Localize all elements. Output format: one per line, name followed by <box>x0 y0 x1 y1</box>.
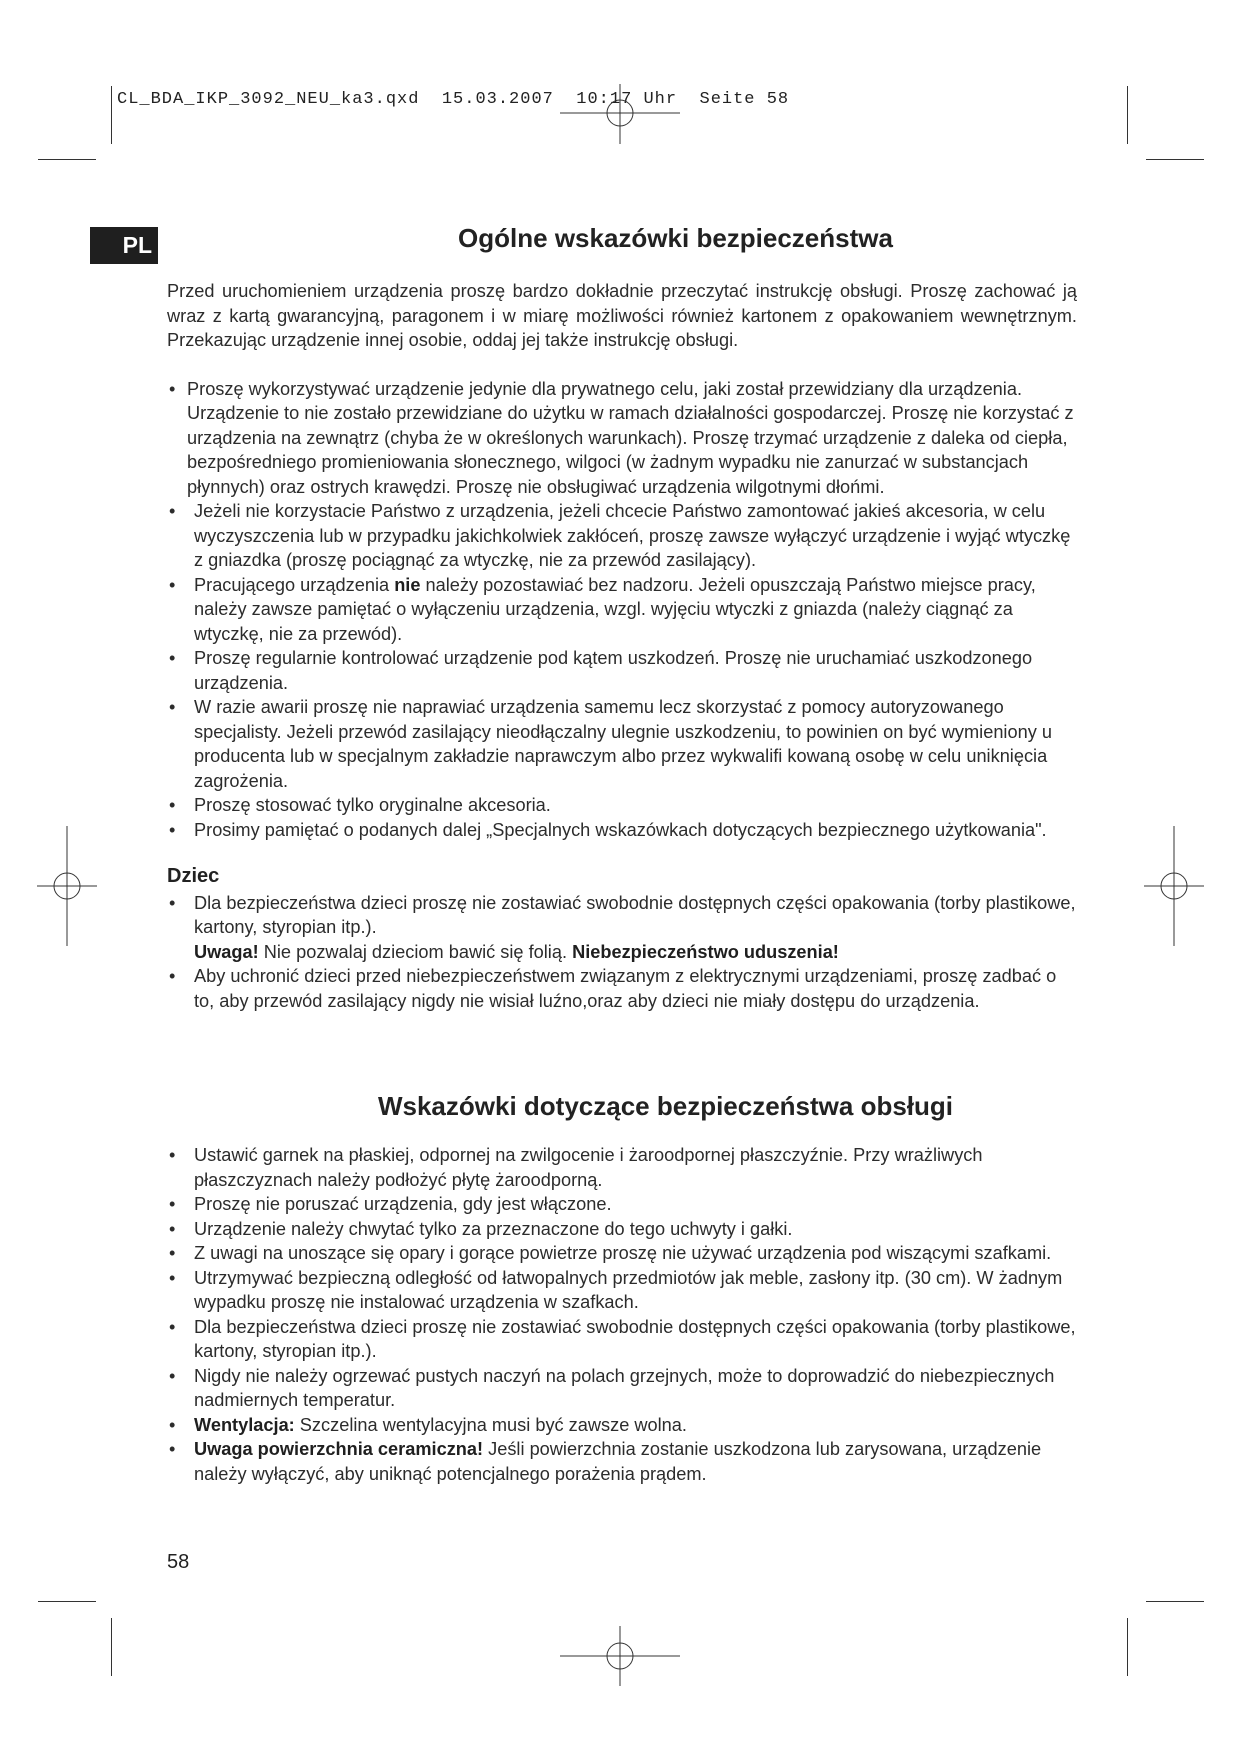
language-badge: PL <box>90 227 158 264</box>
item-text: Szczelina wentylacyjna musi być zawsze wolna. <box>294 1414 687 1435</box>
page-number: 58 <box>167 1551 190 1573</box>
warning-label: Uwaga! <box>194 941 259 962</box>
list-item: • Z uwagi na unoszące się opary i gorące powietrze proszę nie używać urządzenia pod wiszącymi szafkami. <box>167 1241 1077 1266</box>
list-item: • Dla bezpieczeństwa dzieci proszę nie zostawiać swobodnie dostępnych części opakowania (torby plastikowe, kartony, styropian itp.). <box>167 1315 1077 1364</box>
crop-mark <box>111 1618 112 1676</box>
ventilation-label: Wentylacja: <box>194 1414 295 1435</box>
list-item: • Prosimy pamiętać o podanych dalej „Specjalnych wskazówkach dotyczących bezpiecznego użytkowania". <box>167 818 1077 843</box>
children-heading: Dziec <box>167 865 220 887</box>
safety-operation-content <box>167 1143 1077 1486</box>
list-item: • Urządzenie należy chwytać tylko za przeznaczone do tego uchwyty i gałki. <box>167 1217 1077 1242</box>
list-item <box>167 1437 1077 1486</box>
item-text: Pracującego urządzenia <box>194 574 395 595</box>
item-text: Dla bezpieczeństwa dzieci proszę nie zostawiać swobodnie dostępnych części opakowania (torby plastikowe, kartony, styropian itp.). <box>194 892 1076 937</box>
registration-mark-icon <box>37 826 97 946</box>
crop-mark <box>1146 159 1204 160</box>
list-item: • Utrzymywać bezpieczną odległość od łatwopalnych przedmiotów jak meble, zasłony itp. (30 cm). W żadnym wypadku proszę nie instalować urządzenia w szafkach. <box>167 1266 1077 1315</box>
list-item <box>167 573 1077 647</box>
warning-text: Niebezpieczeństwo uduszenia! <box>572 941 839 962</box>
registration-mark-icon <box>560 84 680 144</box>
crop-mark <box>1127 86 1128 144</box>
children-safety-list <box>167 891 1077 1014</box>
list-item: • Nigdy nie należy ogrzewać pustych naczyń na polach grzejnych, może to doprowadzić do niebezpiecznych nadmiernych temperatur. <box>167 1364 1077 1413</box>
crop-mark <box>111 86 112 144</box>
crop-mark <box>1146 1601 1204 1602</box>
registration-mark-icon <box>560 1626 680 1686</box>
emphasis-text: nie <box>394 574 421 595</box>
item-text: Nie pozwalaj dzieciom bawić się folią. <box>258 941 573 962</box>
item-text: należy pozostawiać bez nadzoru. Jeżeli opuszczają Państwo miejsce pracy, należy zawsze pamiętać o wyłączeniu urządzenia, wzgl. wyjęciu wtyczki z gniazda (należy ciągnąć za wtyczkę, nie za przewód). <box>194 574 1036 644</box>
slug-line: CL_BDA_IKP_3092_NEU_ka3.qxd 15.03.2007 10:17 Uhr Seite 58 <box>117 90 790 109</box>
crop-mark <box>1127 1618 1128 1676</box>
list-item: • Proszę regularnie kontrolować urządzenie pod kątem uszkodzeń. Proszę nie uruchamiać uszkodzonego urządzenia. <box>167 646 1077 695</box>
item-text: Jeśli powierzchnia zostanie uszkodzona lub zarysowana, urządzenie należy wyłączyć, aby uniknąć potencjalnego porażenia prądem. <box>194 1439 1042 1484</box>
registration-mark-icon <box>1144 826 1204 946</box>
operation-safety-list <box>167 1143 1077 1486</box>
list-item <box>167 891 1077 965</box>
list-item: • Proszę stosować tylko oryginalne akcesoria. <box>167 793 1077 818</box>
section-title: Ogólne wskazówki bezpieczeństwa <box>458 223 893 253</box>
ceramic-warning-label: Uwaga powierzchnia ceramiczna! <box>194 1439 484 1459</box>
list-item <box>167 1413 1077 1438</box>
list-item: • Aby uchronić dzieci przed niebezpieczeństwem związanym z elektrycznymi urządzeniami, proszę zadbać o to, aby przewód zasilający nigdy nie wisiał luźno,oraz aby dzieci nie miały dostępu do urządzenia. <box>167 964 1077 1013</box>
intro-paragraph: Przed uruchomieniem urządzenia proszę bardzo dokładnie przeczytać instrukcję obsługi. Proszę zachować ją wraz z kartą gwarancyjną, paragonem i w miarę możliwości również kartonem z opakowaniem wewnętrznym. Przekazując urządzenie innej osobie, oddaj jej także instrukcję obsługi. <box>167 281 1077 350</box>
section-title: Wskazówki dotyczące bezpieczeństwa obsługi <box>377 1091 954 1121</box>
crop-mark <box>38 159 96 160</box>
list-item: • Jeżeli nie korzystacie Państwo z urządzenia, jeżeli chcecie Państwo zamontować jakieś akcesoria, w celu wyczyszczenia lub w przypadku jakichkolwiek zakłóceń, proszę zawsze wyłączyć urządzenie i wyjąć wtyczkę z gniazdka (proszę pociągnąć za wtyczkę, nie za przewód zasilający). <box>167 499 1077 573</box>
safety-general-content <box>167 279 1077 1013</box>
list-item: • Ustawić garnek na płaskiej, odpornej na zwilgocenie i żaroodpornej płaszczyźnie. Przy wrażliwych płaszczyznach należy podłożyć płytę żaroodporną. <box>167 1143 1077 1192</box>
list-item: • W razie awarii proszę nie naprawiać urządzenia samemu lecz skorzystać z pomocy autoryzowanego specjalisty. Jeżeli przewód zasilający nieodłączalny ulegnie uszkodzeniu, to powinien on być wymieniony u producenta lub w specjalnym zakładzie naprawczym albo przez wykwalifi kowaną osobę w celu uniknięcia zagrożenia. <box>167 695 1077 793</box>
list-item: • Proszę nie poruszać urządzenia, gdy jest włączone. <box>167 1192 1077 1217</box>
list-item: • Proszę wykorzystywać urządzenie jedynie dla prywatnego celu, jaki został przewidziany dla urządzenia. Urządzenie to nie zostało przewidziane do użytku w ramach działalności gospodarczej. Proszę nie korzystać z urządzenia na zewnątrz (chyba że w określonych warunkach). Proszę trzymać urządzenie z daleka od ciepła, bezpośredniego promieniowania słonecznego, wilgoci (w żadnym wypadku nie zanurzać w substancjach płynnych) oraz ostrych krawędzi. Proszę nie obsługiwać urządzenia wilgotnymi dłońmi. <box>167 377 1077 500</box>
crop-mark <box>38 1601 96 1602</box>
general-safety-list <box>167 377 1077 843</box>
